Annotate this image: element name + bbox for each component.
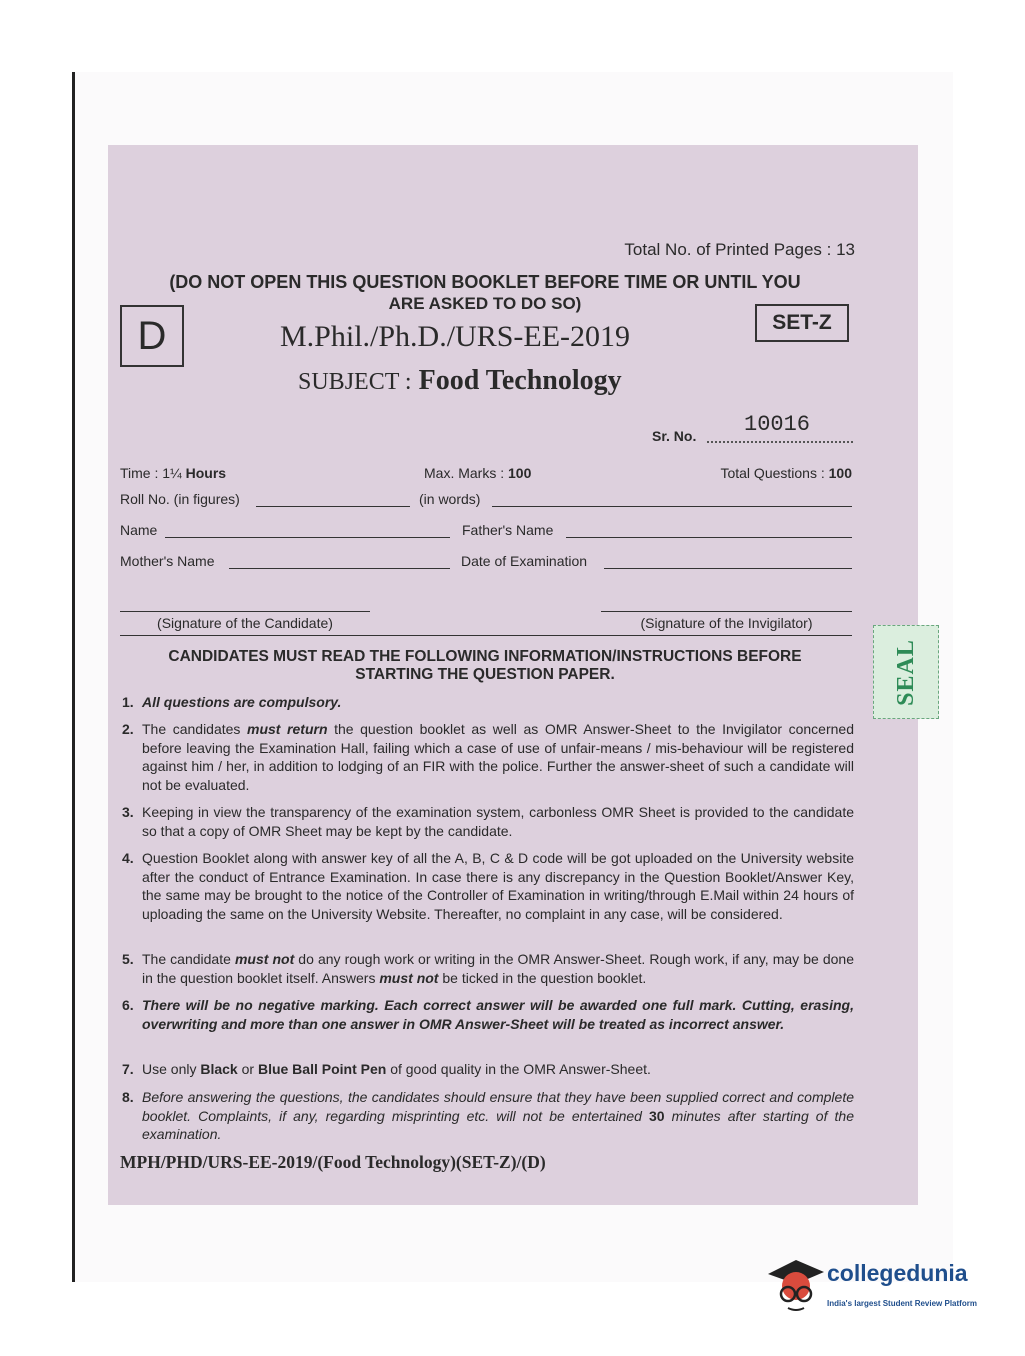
collegedunia-tagline: India's largest Student Review Platform: [827, 1299, 977, 1308]
roll-figures-label: Roll No. (in figures): [120, 491, 240, 507]
roll-words-line[interactable]: [492, 506, 852, 507]
instruction-1: [122, 693, 854, 712]
time-value: Hours: [185, 465, 227, 481]
candidate-signature-label: (Signature of the Candidate): [157, 615, 333, 631]
mother-name-line[interactable]: [229, 568, 450, 569]
instruction-number: 8.: [122, 1089, 134, 1105]
instruction-number: 7.: [122, 1061, 134, 1077]
warning-text: [115, 271, 855, 315]
father-name-label: Father's Name: [462, 522, 554, 538]
max-marks-field: [424, 465, 531, 481]
instruction-text: the question booklet as well as OMR Answer-Sheet to the Invigilator concerned before leaving the Examination Hall, failing which a case of use of unfair-means / mis-behaviour will be registered against him / her, in addition to lodging of an FIR with the police. Further the answer-sheet of such a candidate will not be evaluated.: [142, 721, 854, 793]
instructions-heading-line-2: STARTING THE QUESTION PAPER.: [355, 666, 615, 683]
booklet-footer-code: MPH/PHD/URS-EE-2019/(Food Technology)(SET-Z)/(D): [120, 1152, 546, 1172]
instruction-text: Keeping in view the transparency of the examination system, carbonless OMR Sheet is provided to the candidate so that a copy of OMR Sheet may be kept by the candidate.: [142, 804, 854, 839]
instructions-heading-line-1: CANDIDATES MUST READ THE FOLLOWING INFORMATION/INSTRUCTIONS BEFORE: [168, 648, 802, 665]
time-field: [120, 465, 226, 481]
instruction-text: All questions are compulsory.: [142, 694, 342, 710]
subject-value: Food Technology: [418, 365, 622, 396]
instruction-text: or: [237, 1061, 258, 1077]
invigilator-signature-line[interactable]: [601, 611, 852, 612]
sr-no-label: Sr. No.: [652, 428, 697, 444]
seal-label: SEAL: [892, 638, 919, 706]
father-name-line[interactable]: [566, 537, 852, 538]
total-questions-label: Total Questions :: [720, 465, 829, 481]
roll-figures-line[interactable]: [256, 506, 410, 507]
instruction-number: 3.: [122, 804, 134, 820]
instruction-number: 6.: [122, 997, 134, 1013]
instruction-number: 5.: [122, 951, 134, 967]
time-label: Time : 1¼: [120, 465, 186, 481]
name-line[interactable]: [165, 537, 450, 538]
instruction-4: [122, 849, 854, 923]
roll-words-label: (in words): [419, 491, 481, 507]
booklet-code-box: D: [120, 305, 184, 367]
instruction-emphasis: must not: [234, 951, 295, 967]
instruction-5: [122, 950, 854, 987]
name-label: Name: [120, 522, 158, 538]
total-questions-value: 100: [828, 465, 852, 481]
subject-line: [298, 365, 718, 397]
instruction-text: Use only: [142, 1061, 201, 1077]
mother-name-label: Mother's Name: [120, 553, 215, 569]
max-marks-label: Max. Marks :: [424, 465, 509, 481]
instruction-text: Question Booklet along with answer key of all the A, B, C & D code will be got uploaded on the University website after the conduct of Entrance Examination. In case there is any discrepancy in the Question Booklet/Answer Key, the same may be brought to the notice of the Controller of Examination in writing/through E.Mail within 24 hours of uploading the same on the University Website. Thereafter, no complaint in any case, will be considered.: [142, 850, 854, 922]
instruction-number: 2.: [122, 721, 134, 737]
invigilator-signature-label: (Signature of the Invigilator): [640, 615, 813, 631]
instruction-text: minutes after starting of the examination.: [142, 1107, 854, 1143]
total-pages: Total No. of Printed Pages : 13: [624, 240, 855, 259]
instruction-2: [122, 720, 854, 794]
instruction-text: be ticked in the question booklet.: [438, 969, 647, 986]
instruction-emphasis: Blue Ball Point Pen: [257, 1061, 387, 1077]
divider-line: [120, 635, 852, 636]
instruction-text: of good quality in the OMR Answer-Sheet.: [386, 1061, 651, 1077]
instruction-emphasis: Black: [200, 1061, 238, 1077]
sr-no-value: 10016: [744, 412, 811, 437]
instruction-emphasis: must not: [379, 969, 439, 986]
collegedunia-logo-icon: [766, 1252, 826, 1314]
instruction-text: Before answering the questions, the candidates should ensure that they have been supplied correct and complete booklet. Complaints, if any, regarding misprinting etc. will not be entertained: [142, 1089, 854, 1124]
exam-title: M.Phil./Ph.D./URS-EE-2019: [280, 320, 631, 353]
collegedunia-brand: collegedunia: [827, 1260, 968, 1286]
instruction-emphasis: 30: [649, 1107, 665, 1124]
instruction-text: do any rough work or writing in the OMR Answer-Sheet. Rough work, if any, may be done in the question booklet itself. Answers: [142, 951, 855, 986]
instruction-7: [122, 1060, 854, 1079]
max-marks-value: 100: [508, 465, 532, 481]
instruction-3: [122, 803, 854, 840]
seal-stamp: [873, 625, 939, 719]
instruction-text: The candidates: [142, 721, 248, 737]
instruction-8: [122, 1088, 854, 1144]
subject-label: SUBJECT :: [298, 369, 412, 395]
instruction-number: 4.: [122, 850, 134, 866]
candidate-signature-line[interactable]: [120, 611, 370, 612]
instruction-emphasis: must return: [247, 721, 328, 737]
set-code-box: SET-Z: [755, 304, 849, 342]
total-questions-field: [620, 465, 852, 481]
sr-no-dotted-line: [707, 441, 853, 443]
instruction-text: There will be no negative marking. Each correct answer will be awarded one full mark. Cutting, erasing, overwriting and more than one answer in OMR Answer-Sheet will be treated as incorrect answer.: [142, 997, 854, 1032]
exam-date-line[interactable]: [604, 568, 852, 569]
instruction-number: 1.: [122, 694, 134, 710]
warning-line-1: (DO NOT OPEN THIS QUESTION BOOKLET BEFORE TIME OR UNTIL YOU: [169, 272, 801, 292]
instruction-text: The candidate: [142, 951, 235, 967]
warning-line-2: ARE ASKED TO DO SO): [388, 294, 582, 313]
exam-date-label: Date of Examination: [461, 553, 588, 569]
instructions-heading: [115, 648, 855, 684]
instruction-6: [122, 996, 854, 1033]
